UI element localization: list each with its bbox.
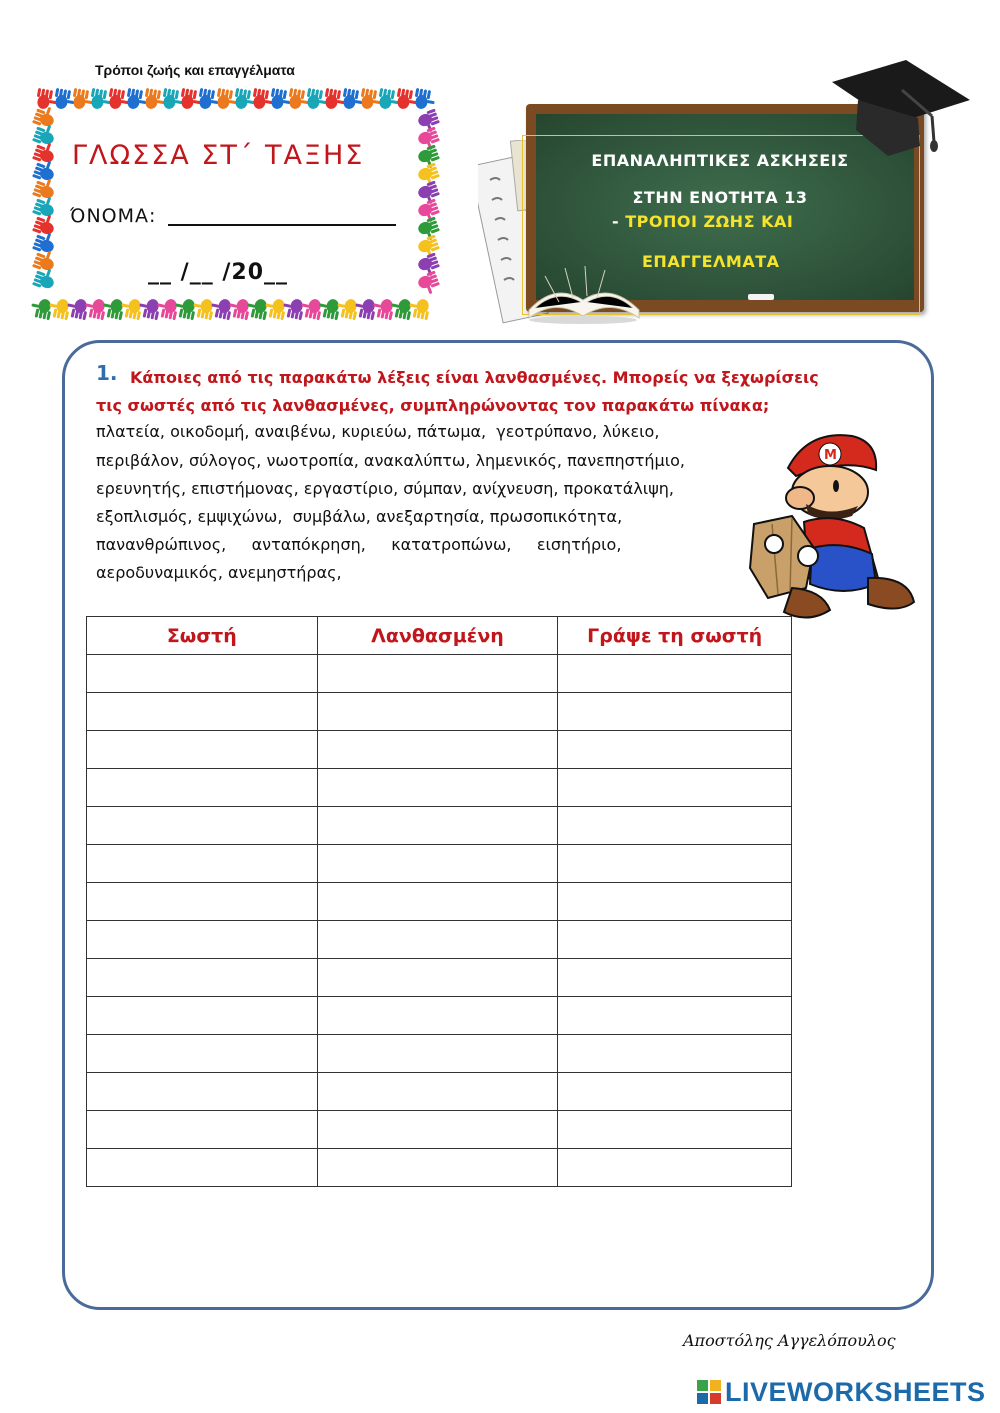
answer-cell-correct[interactable] (87, 1035, 318, 1073)
table-row (87, 959, 792, 997)
answer-cell-write-correct[interactable] (558, 807, 792, 845)
hand-print-icon (287, 88, 311, 111)
table-row (87, 731, 792, 769)
hand-print-icon (371, 297, 395, 321)
name-label: ΌΝΟΜΑ: (70, 205, 157, 227)
hand-print-icon (125, 88, 149, 111)
name-input-line[interactable] (168, 224, 396, 226)
table-row (87, 693, 792, 731)
answer-cell-wrong[interactable] (317, 693, 558, 731)
answer-cell-correct[interactable] (87, 883, 318, 921)
answer-cell-wrong[interactable] (317, 1035, 558, 1073)
answer-cell-wrong[interactable] (317, 883, 558, 921)
hand-print-icon (173, 297, 197, 321)
answer-cell-correct[interactable] (87, 807, 318, 845)
hand-print-icon (377, 88, 401, 111)
word-list-line: πανανθρώπινος, ανταπόκρηση, κατατροπώνω, εισητήριο, (96, 535, 622, 554)
hand-print-icon (179, 88, 203, 111)
board-line-2: ΣΤΗΝ ΕΝΟΤΗΤΑ 13 (632, 188, 808, 207)
grade-title: ΓΛΩΣΣΑ ΣΤ΄ ΤΑΞΗΣ (72, 140, 365, 171)
table-header-row (87, 617, 792, 655)
answer-cell-correct[interactable] (87, 997, 318, 1035)
word-list-line: πλατεία, οικοδομή, αναιβένω, κυριεύω, πάτωμα, γεοτρύπανο, λύκειο, (96, 422, 660, 441)
word-list-line: εξοπλισμός, εμψιχώνω, συμβάλω, ανεξαρτησία, πρωσοπικότητα, (96, 507, 623, 526)
hand-print-icon (47, 297, 71, 321)
word-list-line: ερευνητής, επιστήμονας, εργαστίριο, σύμπαν, ανίχνευση, προκατάλιψη, (96, 479, 674, 498)
answer-cell-write-correct[interactable] (558, 1149, 792, 1187)
exercise-instruction-line-1: Κάποιες από τις παρακάτω λέξεις είναι λανθασμένες. Μπορείς να ξεχωρίσεις (130, 368, 819, 387)
hand-print-icon (233, 88, 257, 111)
answer-cell-correct[interactable] (87, 655, 318, 693)
page-subject: Τρόποι ζωής και επαγγέλματα (95, 62, 295, 78)
table-row (87, 1149, 792, 1187)
author-signature: Αποστόλης Αγγελόπουλος (683, 1331, 896, 1350)
table-row (87, 997, 792, 1035)
answer-cell-correct[interactable] (87, 769, 318, 807)
board-line-4: ΕΠΑΓΓΕΛΜΑΤΑ (642, 252, 780, 271)
liveworksheets-logo[interactable] (697, 1378, 993, 1408)
hand-print-icon (359, 88, 383, 111)
hand-print-icon (65, 297, 89, 321)
liveworksheets-logo-icon (697, 1380, 721, 1404)
board-line-1: ΕΠΑΝΑΛΗΠΤΙΚΕΣ ΑΣΚΗΣΕΙΣ (591, 151, 849, 170)
answer-cell-correct[interactable] (87, 1149, 318, 1187)
hand-print-icon (227, 297, 251, 321)
table-row (87, 655, 792, 693)
hand-print-icon (281, 297, 305, 321)
hand-print-icon (317, 297, 341, 321)
answer-cell-write-correct[interactable] (558, 845, 792, 883)
board-dash: - (612, 212, 620, 231)
answer-cell-write-correct[interactable] (558, 921, 792, 959)
answer-cell-wrong[interactable] (317, 1073, 558, 1111)
hand-print-icon (197, 88, 221, 111)
word-list-line: αεροδυναμικός, ανεμηστήρας, (96, 563, 342, 582)
hand-print-icon (353, 297, 377, 321)
hand-print-icon (119, 297, 143, 321)
hand-print-icon (209, 297, 233, 321)
hand-print-icon (341, 88, 365, 111)
table-row (87, 1073, 792, 1111)
table-row (87, 807, 792, 845)
table-row (87, 1035, 792, 1073)
answer-cell-wrong[interactable] (317, 769, 558, 807)
answer-cell-write-correct[interactable] (558, 655, 792, 693)
answer-cell-write-correct[interactable] (558, 693, 792, 731)
hand-print-icon (269, 88, 293, 111)
hand-print-icon (30, 297, 53, 321)
hand-print-icon (155, 297, 179, 321)
hand-print-icon (245, 297, 269, 321)
answer-cell-write-correct[interactable] (558, 1111, 792, 1149)
hand-print-icon (143, 88, 167, 111)
answer-cell-correct[interactable] (87, 959, 318, 997)
answer-cell-wrong[interactable] (317, 921, 558, 959)
hand-print-icon (137, 297, 161, 321)
hand-print-icon (323, 88, 347, 111)
answer-cell-write-correct[interactable] (558, 959, 792, 997)
hand-print-icon (161, 88, 185, 111)
table-row (87, 1111, 792, 1149)
board-line-3-text: ΤΡΟΠΟΙ ΖΩΗΣ ΚΑΙ (625, 212, 794, 231)
answer-cell-correct[interactable] (87, 1111, 318, 1149)
hand-print-icon (263, 297, 287, 321)
mario-reading-map-illustration (748, 428, 920, 624)
table-row (87, 769, 792, 807)
answer-cell-wrong[interactable] (317, 655, 558, 693)
liveworksheets-logo-text: LIVEWORKSHEETS (725, 1377, 986, 1407)
open-book-icon (525, 262, 643, 324)
table-row (87, 845, 792, 883)
answer-table (86, 616, 792, 1187)
hand-print-icon (215, 88, 239, 111)
answer-cell-wrong[interactable] (317, 731, 558, 769)
hand-print-icon (35, 88, 59, 111)
answer-cell-wrong[interactable] (317, 845, 558, 883)
word-list-line: περιβάλον, σύλογος, νωοτροπία, ανακαλύπτω, λημενικός, πανεπηστήμιο, (96, 451, 685, 470)
board-line-3 (612, 212, 793, 231)
hand-print-icon (305, 88, 329, 111)
hand-print-icon (53, 88, 77, 111)
hand-print-icon (89, 88, 113, 111)
column-header-correct: Σωστή (87, 617, 318, 655)
answer-cell-write-correct[interactable] (558, 997, 792, 1035)
hand-print-icon (83, 297, 107, 321)
hand-print-icon (101, 297, 125, 321)
answer-cell-write-correct[interactable] (558, 883, 792, 921)
answer-cell-wrong[interactable] (317, 1149, 558, 1187)
answer-cell-correct[interactable] (87, 921, 318, 959)
answer-cell-write-correct[interactable] (558, 769, 792, 807)
hand-print-icon (299, 297, 323, 321)
answer-cell-wrong[interactable] (317, 997, 558, 1035)
hand-print-icon (407, 297, 431, 321)
answer-cell-wrong[interactable] (317, 1111, 558, 1149)
column-header-write-correct: Γράψε τη σωστή (558, 617, 792, 655)
answer-cell-write-correct[interactable] (558, 731, 792, 769)
answer-cell-wrong[interactable] (317, 959, 558, 997)
hand-print-icon (107, 88, 131, 111)
hand-print-icon (251, 88, 275, 111)
graduation-cap-icon (828, 60, 974, 160)
table-row (87, 921, 792, 959)
exercise-instruction-line-2: τις σωστές από τις λανθασμένες, συμπληρώνοντας τον παρακάτω πίνακα; (96, 396, 770, 415)
column-header-wrong: Λανθασμένη (317, 617, 558, 655)
chalk-icon (748, 294, 774, 300)
hand-print-icon (395, 88, 419, 111)
answer-cell-write-correct[interactable] (558, 1073, 792, 1111)
answer-cell-correct[interactable] (87, 845, 318, 883)
hand-print-icon (71, 88, 95, 111)
answer-cell-correct[interactable] (87, 1073, 318, 1111)
answer-cell-correct[interactable] (87, 731, 318, 769)
hand-print-icon (335, 297, 359, 321)
answer-cell-wrong[interactable] (317, 807, 558, 845)
hand-print-icon (191, 297, 215, 321)
hand-print-icon (389, 297, 413, 321)
hand-print-icon (413, 88, 437, 111)
date-field[interactable]: __ /__ /20__ (148, 260, 289, 285)
answer-cell-correct[interactable] (87, 693, 318, 731)
answer-cell-write-correct[interactable] (558, 1035, 792, 1073)
table-row (87, 883, 792, 921)
svg-text:M: M (824, 448, 837, 463)
exercise-number: 1. (96, 361, 118, 385)
hand-print-icon (416, 271, 442, 297)
